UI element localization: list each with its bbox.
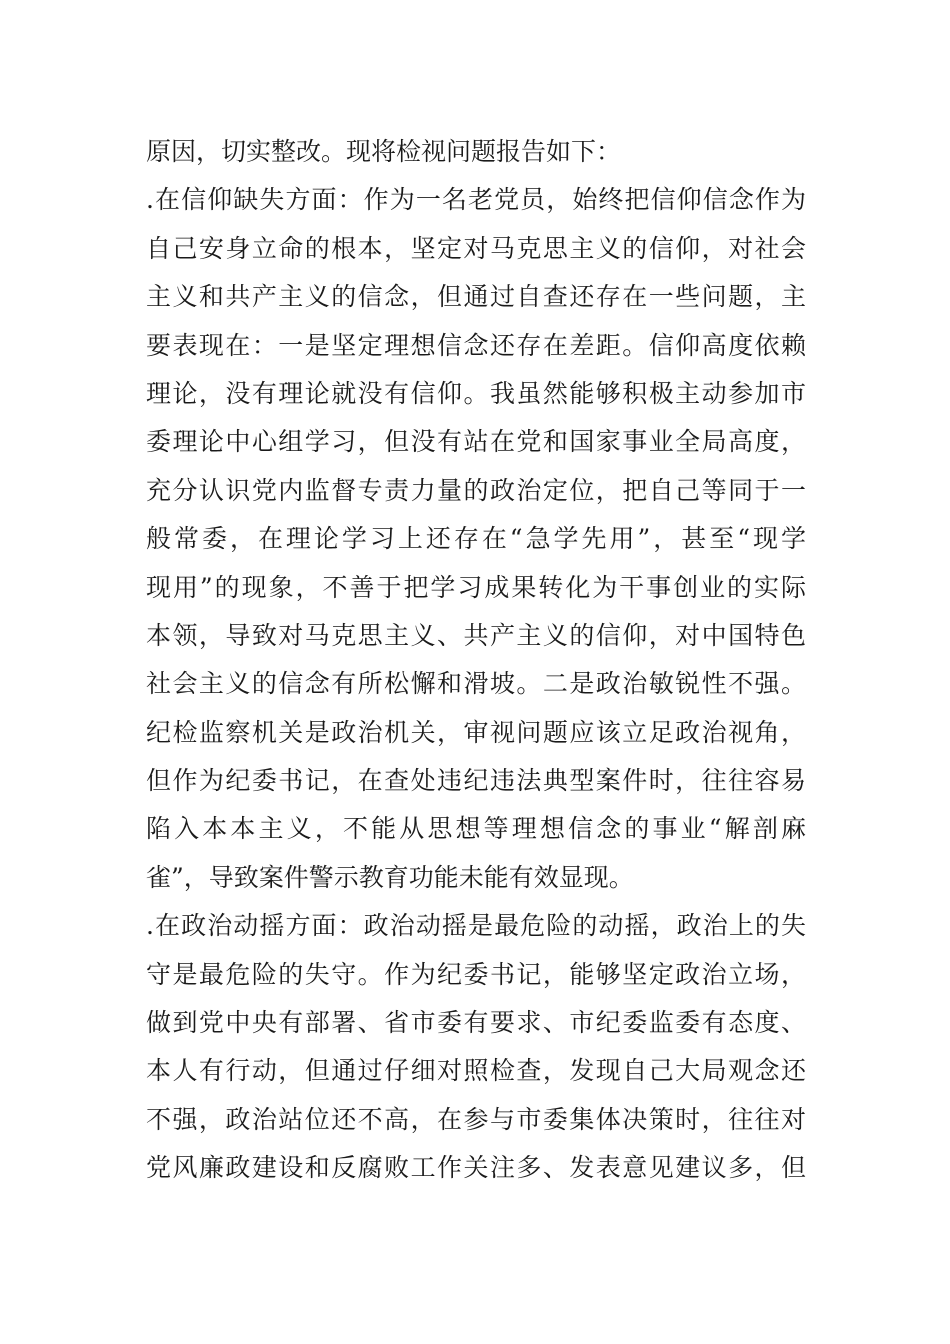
text-line: 理论，没有理论就没有信仰。我虽然能够积极主动参加市 xyxy=(146,378,806,408)
text-line: 纪检监察机关是政治机关，审视问题应该立足政治视角， xyxy=(146,717,806,747)
text-line: 充分认识党内监督专责力量的政治定位，把自己等同于一 xyxy=(146,475,806,505)
text-line: 自己安身立命的根本，坚定对马克思主义的信仰，对社会 xyxy=(146,233,806,263)
text-line: 本领，导致对马克思主义、共产主义的信仰，对中国特色 xyxy=(146,620,806,650)
text-line: 守是最危险的失守。作为纪委书记，能够坚定政治立场， xyxy=(146,959,806,989)
text-line: 委理论中心组学习，但没有站在党和国家事业全局高度， xyxy=(146,427,806,457)
text-line: 做到党中央有部署、省市委有要求、市纪委监委有态度、 xyxy=(146,1008,806,1038)
text-line: .在政治动摇方面：政治动摇是最危险的动摇，政治上的失 xyxy=(146,911,806,941)
text-line: 主义和共产主义的信念，但通过自查还存在一些问题，主 xyxy=(146,282,806,312)
text-line: 陷入本本主义，不能从思想等理想信念的事业“解剖麻 xyxy=(146,814,806,844)
text-line: 不强，政治站位还不高，在参与市委集体决策时，往往对 xyxy=(146,1104,806,1134)
text-line: 现用”的现象，不善于把学习成果转化为干事创业的实际 xyxy=(146,572,806,602)
text-line: 雀”，导致案件警示教育功能未能有效显现。 xyxy=(146,862,634,892)
text-line: 但作为纪委书记，在查处违纪违法典型案件时，往往容易 xyxy=(146,766,806,796)
text-line: 般常委，在理论学习上还存在“急学先用”，甚至“现学 xyxy=(146,524,806,554)
body-text xyxy=(146,128,806,1193)
text-line: 社会主义的信念有所松懈和滑坡。二是政治敏锐性不强。 xyxy=(146,669,806,699)
text-line: 党风廉政建设和反腐败工作关注多、发表意见建议多，但 xyxy=(146,1153,806,1183)
text-line: .在信仰缺失方面：作为一名老党员，始终把信仰信念作为 xyxy=(146,185,806,215)
text-line: 原因，切实整改。现将检视问题报告如下： xyxy=(146,137,622,166)
text-line: 本人有行动，但通过仔细对照检查，发现自己大局观念还 xyxy=(146,1056,806,1086)
text-line: 要表现在：一是坚定理想信念还存在差距。信仰高度依赖 xyxy=(146,330,806,360)
